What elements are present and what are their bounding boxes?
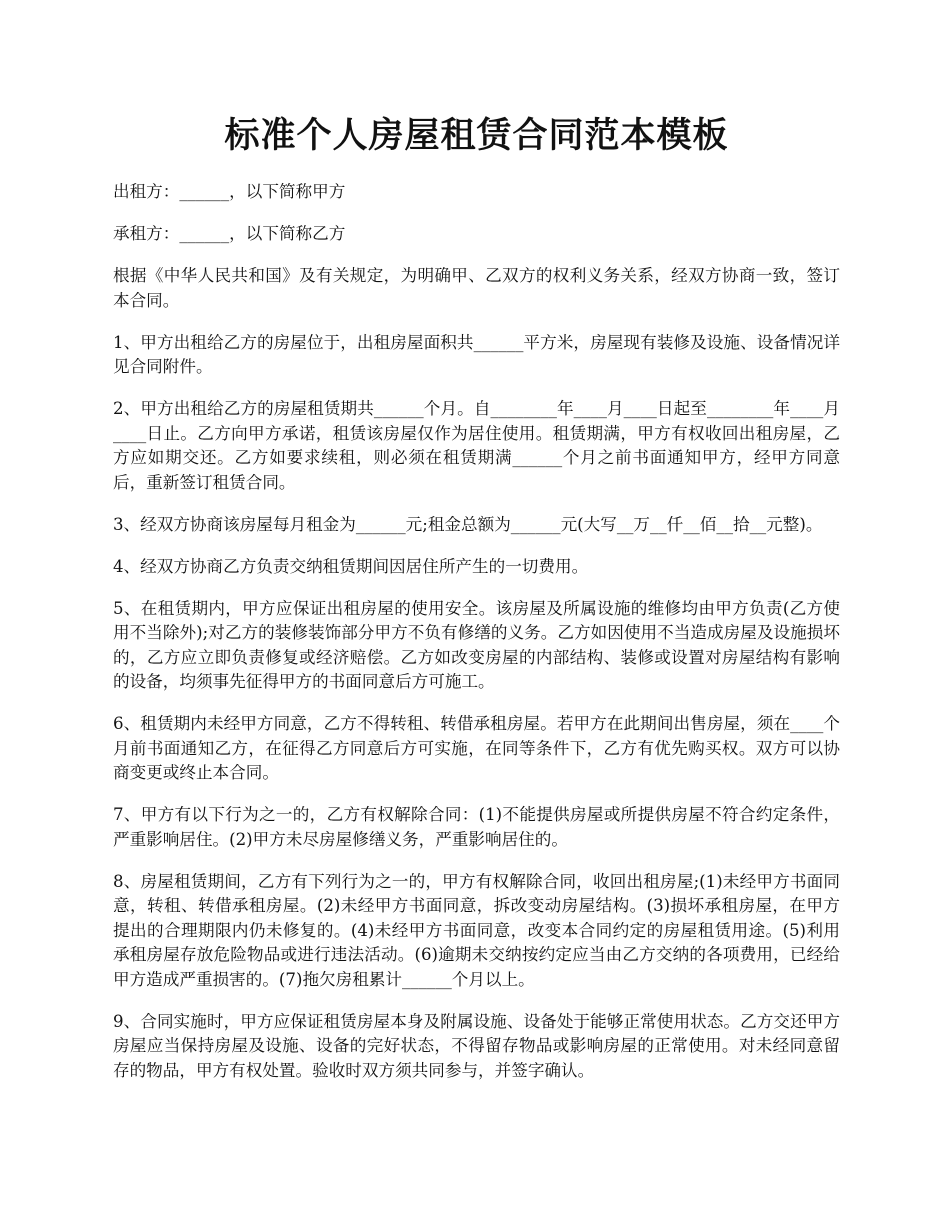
document-title: 标准个人房屋租赁合同范本模板 — [224, 115, 729, 156]
clause-3: 3、经双方协商该房屋每月租金为______元;租金总额为______元(大写__万__仟__佰__拾__元整)。 — [113, 514, 823, 534]
preamble-paragraph: 根据《中华人民共和国》及有关规定，为明确甲、乙双方的权利义务关系，经双方协商一致，签订本合同。 — [113, 266, 840, 310]
clause-4: 4、经双方协商乙方负责交纳租赁期间因居住所产生的一切费用。 — [113, 556, 589, 576]
lessee-line: 承租方：______，以下简称乙方 — [113, 224, 346, 243]
clause-6: 6、租赁期内未经甲方同意，乙方不得转租、转借承租房屋。若甲方在此期间出售房屋，须在____个月前书面通知乙方，在征得乙方同意后方可实施，在同等条件下，乙方有优先购买权。双方可以协商变更或终止本合同。 — [113, 714, 840, 782]
clause-5: 5、在租赁期内，甲方应保证出租房屋的使用安全。该房屋及所属设施的维修均由甲方负责(乙方使用不当除外);对乙方的装修装饰部分甲方不负有修缮的义务。乙方如因使用不当造成房屋及设施损坏的，乙方应立即负责修复或经济赔偿。乙方如改变房屋的内部结构、装修或设置对房屋结构有影响的设备，均须事先征得甲方的书面同意后方可施工。 — [113, 598, 840, 691]
lessor-line: 出租方：______，以下简称甲方 — [113, 182, 346, 201]
clause-9: 9、合同实施时，甲方应保证租赁房屋本身及附属设施、设备处于能够正常使用状态。乙方交还甲方房屋应当保持房屋及设施、设备的完好状态，不得留存物品或影响房屋的正常使用。对未经同意留存的物品，甲方有权处置。验收时双方须共同参与，并签字确认。 — [113, 1011, 840, 1080]
document-body — [113, 180, 840, 1083]
clause-7: 7、甲方有以下行为之一的，乙方有权解除合同：(1)不能提供房屋或所提供房屋不符合约定条件，严重影响居住。(2)甲方未尽房屋修缮义务，严重影响居住的。 — [113, 805, 840, 849]
clause-8: 8、房屋租赁期间，乙方有下列行为之一的，甲方有权解除合同，收回出租房屋;(1)未经甲方书面同意，转租、转借承租房屋。(2)未经甲方书面同意，拆改变动房屋结构。(3)损坏承租房屋，在甲方提出的合理期限内仍未修复的。(4)未经甲方书面同意，改变本合同约定的房屋租赁用途。(5)利用承租房屋存放危险物品或进行违法活动。(6)逾期未交纳按约定应当由乙方交纳的各项费用，已经给甲方造成严重损害的。(7)拖欠房租累计______个月以上。 — [113, 871, 840, 989]
clause-1: 1、甲方出租给乙方的房屋位于，出租房屋面积共______平方米，房屋现有装修及设施、设备情况详见合同附件。 — [113, 332, 840, 376]
clause-2: 2、甲方出租给乙方的房屋租赁期共______个月。自________年____月____日起至________年____月____日止。乙方向甲方承诺，租赁该房屋仅作为居住使用。租赁期满，甲方有权收回出租房屋，乙方应如期交还。乙方如要求续租，则必须在租赁期满______个月之前书面通知甲方，经甲方同意后，重新签订租赁合同。 — [113, 399, 840, 492]
